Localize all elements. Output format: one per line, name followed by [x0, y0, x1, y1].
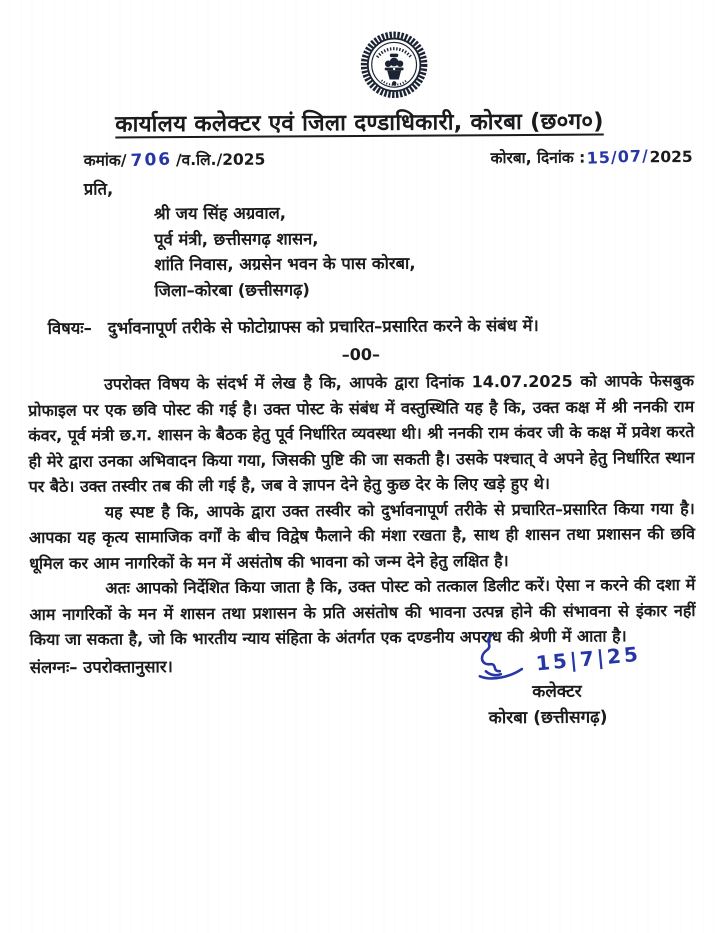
ref-suffix: /व.लि./2025: [175, 150, 266, 170]
reference-dateline-row: [27, 145, 693, 171]
recipient-name-line: श्री जय सिंह अग्रवाल,: [153, 203, 287, 224]
recipient-district-line: जिला–कोरबा (छत्तीसगढ़): [154, 279, 310, 300]
recipient-salutation: प्रति,: [83, 179, 114, 199]
ref-prefix: कमांक/: [83, 151, 127, 170]
date-handwritten: 15/07/: [585, 146, 649, 168]
signature-icon: [470, 630, 534, 692]
letterhead-emblem-wrap: [96, 28, 692, 106]
subject-label: विषयः–: [47, 318, 92, 338]
recipient-address-line: शांति निवास, अग्रसेन भवन के पास कोरबा,: [154, 253, 416, 275]
section-separator: –00–: [341, 344, 381, 365]
body-paragraph-3: अतः आपको निर्देशित किया जाता है कि, उक्त पोस्ट को तत्काल डिलीट करें। ऐसा न करने की दशा में आम नागरिकों के मन में शासन तथा प्रशासन के प्रति असंतोष की भावना उत्पन्न होने की संभावना से इंकार नहीं किया जा सकता है, जो कि भारतीय न्याय संहिता के अंतर्गत एक दण्डनीय अपराध की श्रेणी में आता है।: [29, 574, 696, 650]
subject-line: [48, 312, 694, 339]
signatory-designation: कलेक्टर: [532, 681, 582, 702]
signature-date-handwritten: 15|7|25: [534, 641, 642, 675]
ashoka-state-emblem-seal-icon: [356, 30, 432, 100]
signature-art: [418, 634, 678, 692]
reference-number-line: [84, 148, 266, 171]
recipient-address-block: [154, 198, 694, 303]
letter-body: [28, 368, 696, 653]
body-paragraph-1: उपरोक्त विषय के संदर्भ में लेख है कि, आपके द्वारा दिनांक 14.07.2025 को आपके फेसबुक प्रोफाइल पर एक छवि पोस्ट की गई है। उक्त पोस्ट के संबंध में वस्तुस्थिति यह है कि, उक्त कक्ष में श्री ननकी राम कंवर, पूर्व मंत्री छ.ग. शासन के बैठक हेतु पूर्व निर्धारित व्यवस्था थी। श्री ननकी राम कंवर जी के कक्ष में प्रवेश करते ही मेरे द्वारा उनका अभिवादन किया गया, जिसकी पुष्टि की जा सकती है। उसके पश्चात् वे अपने हेतु निर्धारित स्थान पर बैठे। उक्त तस्वीर तब की ली गई है, जब वे ज्ञापन देने हेतु कुछ देर के लिए खड़े हुए थे।: [28, 370, 695, 497]
signatory-office: कोरबा (छत्तीसगढ़): [488, 706, 608, 728]
date-year: 2025: [649, 147, 693, 167]
enclosure-note: संलग्नः– उपरोक्तानुसार।: [29, 656, 173, 677]
signature-block: [418, 634, 679, 729]
place-date-label: कोरबा, दिनांक :: [490, 148, 586, 168]
body-paragraph-2: यह स्पष्ट है कि, आपके द्वारा उक्त तस्वीर को दुर्भावनापूर्ण तरीके से प्रचारित–प्रसारित किया गया है। आपका यह कृत्य सामाजिक वर्गों के बीच विद्वेष फैलाने की मंशा रखता है, साथ ही शासन तथा प्रशासन की छवि धूमिल कर आम नागरिकों के मन में असंतोष की भावना को जन्म देने हेतु लक्षित है।: [28, 498, 696, 573]
recipient-title-line: पूर्व मंत्री, छत्तीसगढ़ शासन,: [154, 228, 319, 249]
office-title: कार्यालय कलेक्टर एवं जिला दण्डाधिकारी, कोरबा (छ०ग०): [115, 108, 604, 138]
subject-text: दुर्भावनापूर्ण तरीके से फोटोग्राफ्स को प्रचारित–प्रसारित करने के संबंध में।: [107, 315, 539, 338]
place-date-line: [490, 145, 692, 168]
ref-number-handwritten: 706: [130, 149, 173, 172]
